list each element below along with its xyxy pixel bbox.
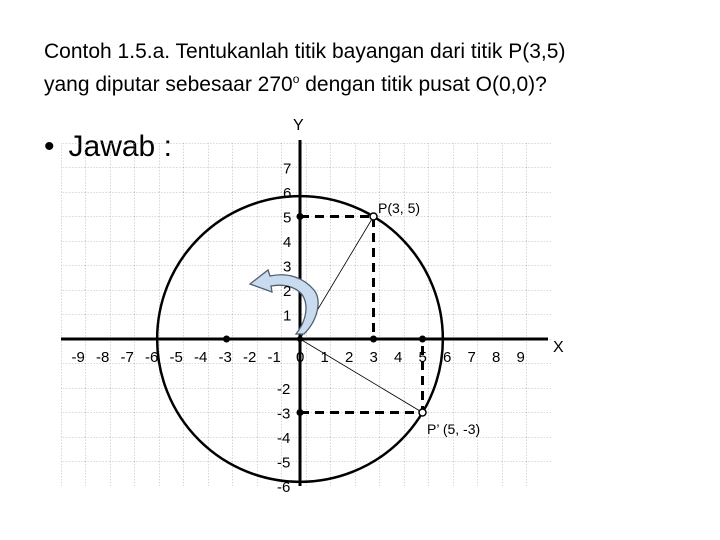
axis-marker-dot — [370, 336, 377, 343]
axis-marker-dot — [297, 213, 304, 220]
x-tick-label: -5 — [169, 349, 183, 366]
y-axis-label: Y — [293, 117, 304, 134]
y-tick-label: 1 — [283, 307, 292, 325]
x-tick-label: 0 — [296, 349, 305, 366]
x-tick-label: 2 — [345, 349, 354, 366]
x-tick-label: -2 — [243, 349, 257, 366]
x-tick-label: -8 — [96, 349, 110, 366]
x-tick-label: 6 — [443, 349, 452, 366]
axis-marker-dot — [223, 336, 230, 343]
x-tick-label: 1 — [320, 349, 329, 366]
x-tick-label: -1 — [267, 349, 281, 366]
x-tick-label: -9 — [71, 349, 85, 366]
origin-dot — [297, 336, 303, 342]
y-tick-label: 4 — [283, 234, 292, 251]
x-tick-label: 9 — [516, 349, 525, 366]
y-tick-label: -5 — [277, 454, 291, 472]
x-tick-label: -4 — [194, 349, 208, 366]
question-line-2-text: yang diputar sebesaar 270 — [44, 73, 293, 96]
y-tick-label: 2 — [283, 283, 292, 300]
y-tick-label: 5 — [283, 209, 292, 227]
point-p-prime-dot — [419, 409, 426, 416]
axis-marker-dot — [297, 409, 304, 416]
bullet-icon: • — [44, 130, 55, 163]
x-tick-label: 3 — [369, 349, 378, 366]
y-tick-label: 7 — [283, 160, 292, 178]
x-axis-label: X — [553, 339, 564, 356]
y-tick-label: -6 — [277, 479, 291, 496]
x-tick-label: 7 — [467, 349, 476, 366]
x-tick-label: 5 — [418, 349, 427, 366]
y-tick-label: 6 — [283, 185, 292, 202]
x-tick-label: 8 — [492, 349, 501, 366]
degree-superscript: o — [292, 72, 300, 86]
y-tick-label: -3 — [277, 405, 291, 423]
x-tick-label: -7 — [120, 349, 134, 366]
axis-marker-dot — [419, 336, 426, 343]
y-tick-label: -4 — [277, 430, 291, 447]
y-tick-label: 3 — [283, 258, 292, 276]
point-p-prime-label: P’ (5, -3) — [427, 421, 481, 437]
point-p-dot — [370, 213, 377, 220]
x-tick-label: -6 — [145, 349, 159, 366]
point-p-label: P(3, 5) — [378, 200, 421, 216]
x-tick-label: 4 — [394, 349, 403, 366]
question-line-1: Contoh 1.5.a. Tentukanlah titik bayangan dari titik P(3,5) — [44, 40, 566, 63]
y-tick-label: -2 — [277, 381, 291, 398]
question-line-2-end: dengan titik pusat O(0,0)? — [299, 73, 547, 96]
x-tick-label: -3 — [218, 349, 232, 366]
